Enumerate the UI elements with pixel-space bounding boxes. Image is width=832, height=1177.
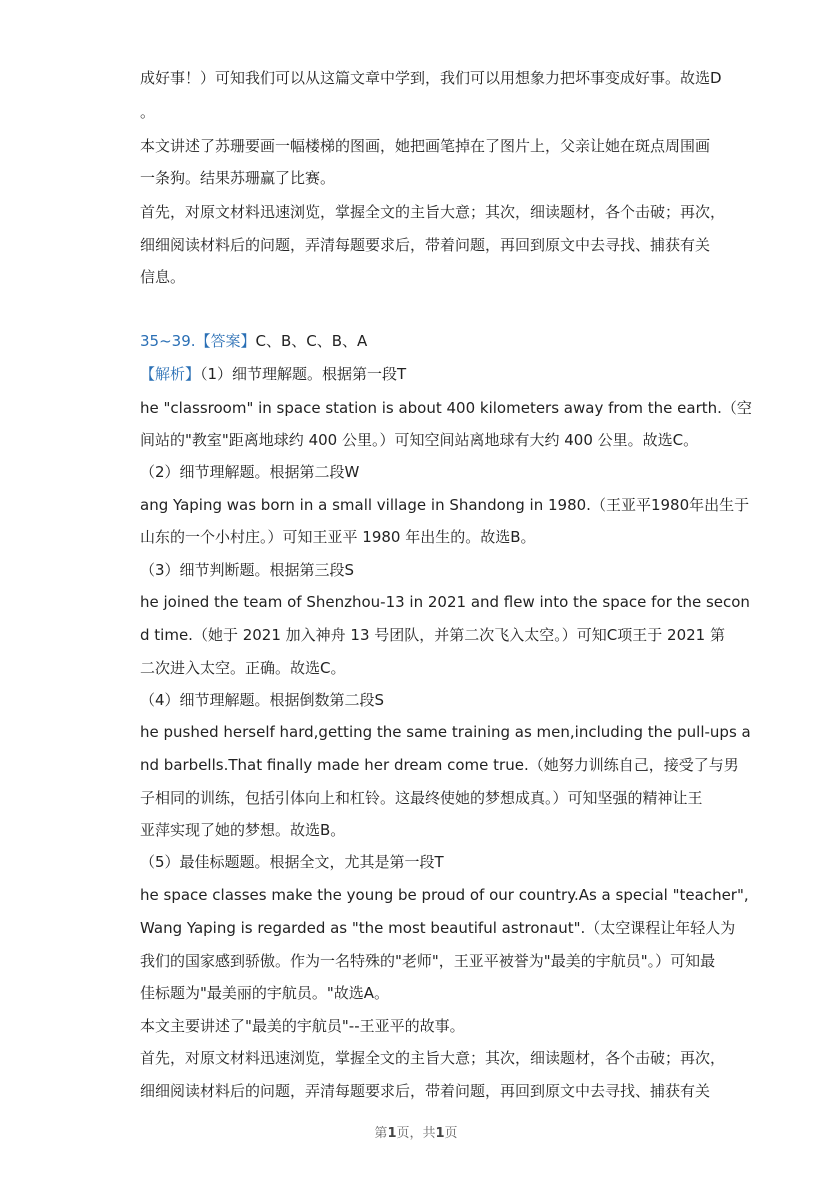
text-line: 细细阅读材料后的问题，弄清每题要求后，带着问题，再回到原文中去寻找、捕获有关 (140, 236, 711, 254)
text-line: （3）细节判断题。根据第三段S (140, 561, 355, 579)
text-line: 子相同的训练，包括引体向上和杠铃。这最终使她的梦想成真。）可知坚强的精神让王 (140, 789, 703, 807)
footer-suffix: 页 (444, 1126, 458, 1141)
analysis-header-line (140, 364, 700, 384)
text-line: 二次进入太空。正确。故选C。 (140, 659, 346, 677)
analysis-first: （1）细节理解题。根据第一段T (200, 365, 407, 383)
text-line: 一条狗。结果苏珊赢了比赛。 (140, 169, 336, 187)
text-line: 本文讲述了苏珊要画一幅楼梯的图画，她把画笔掉在了图片上，父亲让她在斑点周围画 (140, 137, 711, 155)
text-line: 成好事！）可知我们可以从这篇文章中学到，我们可以用想象力把坏事变成好事。故选D (140, 69, 722, 87)
page-footer (0, 1122, 832, 1141)
answer-text: C、B、C、B、A (255, 332, 368, 350)
text-line: d time.（她于 2021 加入神舟 13 号团队，并第二次飞入太空。）可知C项王于 2021 第 (140, 626, 725, 644)
text-line: （4）细节理解题。根据倒数第二段S (140, 691, 385, 709)
question-number: 35~39. (140, 332, 196, 350)
text-line: he joined the team of Shenzhou-13 in 2021 and flew into the space for the secon (140, 593, 750, 611)
text-line: 。 (140, 103, 156, 121)
text-line: （2）细节理解题。根据第二段W (140, 463, 360, 481)
text-line: （5）最佳标题题。根据全文，尤其是第一段T (140, 853, 444, 871)
text-line: 首先，对原文材料迅速浏览，掌握全文的主旨大意；其次，细读题材，各个击破；再次， (140, 203, 726, 221)
footer-total-pages: 1 (435, 1126, 445, 1141)
text-line: 亚萍实现了她的梦想。故选B。 (140, 821, 346, 839)
text-line: he space classes make the young be proud of our country.As a special "teacher", (140, 886, 749, 904)
text-line: 山东的一个小村庄。）可知王亚平 1980 年出生的。故选B。 (140, 528, 536, 546)
text-line: 细细阅读材料后的问题，弄清每题要求后，带着问题，再回到原文中去寻找、捕获有关 (140, 1082, 711, 1100)
footer-prefix: 第 (374, 1126, 388, 1141)
text-line: nd barbells.That finally made her dream come true.（她努力训练自己，接受了与男 (140, 756, 739, 774)
text-line: 信息。 (140, 268, 186, 286)
answer-line (140, 331, 700, 351)
text-line: 佳标题为"最美丽的宇航员。"故选A。 (140, 984, 390, 1002)
answer-tag: 【答案】 (195, 332, 256, 350)
text-line: he pushed herself hard,getting the same training as men,including the pull-ups a (140, 723, 751, 741)
footer-mid: 页，共 (396, 1126, 436, 1141)
analysis-tag: 【解析】 (140, 365, 201, 383)
text-line: 本文主要讲述了"最美的宇航员"--王亚平的故事。 (140, 1017, 465, 1035)
text-line: 间站的"教室"距离地球约 400 公里。）可知空间站离地球有大约 400 公里。故选C。 (140, 431, 699, 449)
text-line: Wang Yaping is regarded as "the most beautiful astronaut".（太空课程让年轻人为 (140, 919, 736, 937)
text-line: 首先，对原文材料迅速浏览，掌握全文的主旨大意；其次，细读题材，各个击破；再次， (140, 1049, 726, 1067)
text-line: ang Yaping was born in a small village in Shandong in 1980.（王亚平1980年出生于 (140, 496, 750, 514)
footer-page-number: 1 (387, 1126, 397, 1141)
text-line: he "classroom" in space station is about 400 kilometers away from the earth.（空 (140, 399, 752, 417)
text-line: 我们的国家感到骄傲。作为一名特殊的"老师"，王亚平被誉为"最美的宇航员"。）可知最 (140, 952, 716, 970)
